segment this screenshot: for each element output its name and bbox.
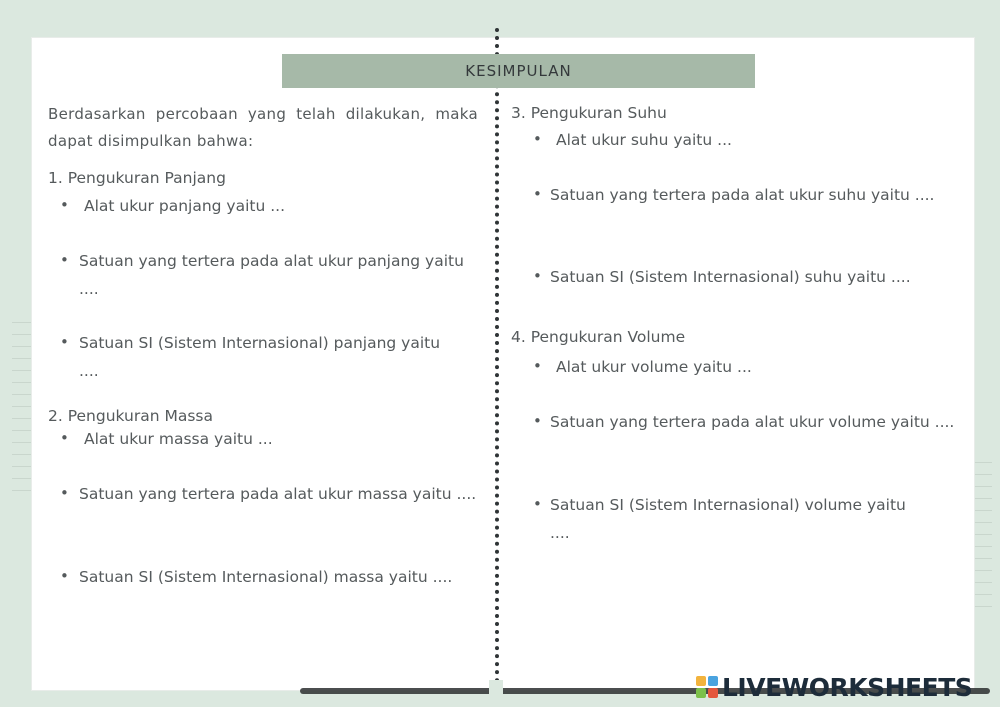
page-title: KESIMPULAN [465, 62, 572, 80]
bullet-icon: • [533, 357, 542, 375]
list-item: Satuan SI (Sistem Internasional) volume yaitu .... [550, 496, 906, 542]
column-divider [495, 28, 499, 683]
bullet-icon: • [533, 185, 542, 203]
list-item: Satuan yang tertera pada alat ukur massa yaitu .... [79, 485, 477, 503]
bullet-icon: • [533, 267, 542, 285]
bullet-icon: • [533, 495, 542, 513]
list-item: Satuan SI (Sistem Internasional) suhu yaitu .... [550, 268, 911, 286]
bullet-icon: • [60, 567, 69, 585]
list-item: Alat ukur panjang yaitu ... [84, 197, 286, 215]
logo-text: LIVEWORKSHEETS [722, 672, 973, 702]
list-item: Satuan yang tertera pada alat ukur suhu yaitu .... [550, 186, 935, 204]
section-heading-panjang: 1. Pengukuran Panjang [48, 169, 226, 187]
liveworksheets-logo[interactable] [696, 672, 972, 702]
list-item: Alat ukur suhu yaitu ... [556, 131, 732, 149]
list-item: Satuan SI (Sistem Internasional) panjang yaitu .... [79, 334, 441, 380]
bullet-icon: • [60, 251, 69, 269]
bullet-icon: • [60, 333, 69, 351]
title-banner [282, 54, 755, 88]
right-margin-lines [972, 462, 992, 618]
list-item: Satuan yang tertera pada alat ukur volume yaitu .... [550, 413, 955, 431]
list-item: Satuan SI (Sistem Internasional) massa yaitu .... [79, 568, 453, 586]
list-item: Alat ukur volume yaitu ... [556, 358, 752, 376]
bullet-icon: • [533, 130, 542, 148]
section-heading-volume: 4. Pengukuran Volume [511, 328, 686, 346]
intro-text: Berdasarkan percobaan yang telah dilakukan, maka dapat disimpulkan bahwa: [48, 105, 478, 150]
section-heading-massa: 2. Pengukuran Massa [48, 407, 213, 425]
logo-blocks-icon [696, 676, 718, 698]
bullet-icon: • [533, 412, 542, 430]
list-item: Satuan yang tertera pada alat ukur panjang yaitu .... [79, 252, 464, 298]
section-heading-suhu: 3. Pengukuran Suhu [511, 104, 667, 122]
bullet-icon: • [60, 484, 69, 502]
left-margin-lines [12, 322, 32, 502]
bullet-icon: • [60, 429, 69, 447]
bullet-icon: • [60, 196, 69, 214]
list-item: Alat ukur massa yaitu ... [84, 430, 273, 448]
